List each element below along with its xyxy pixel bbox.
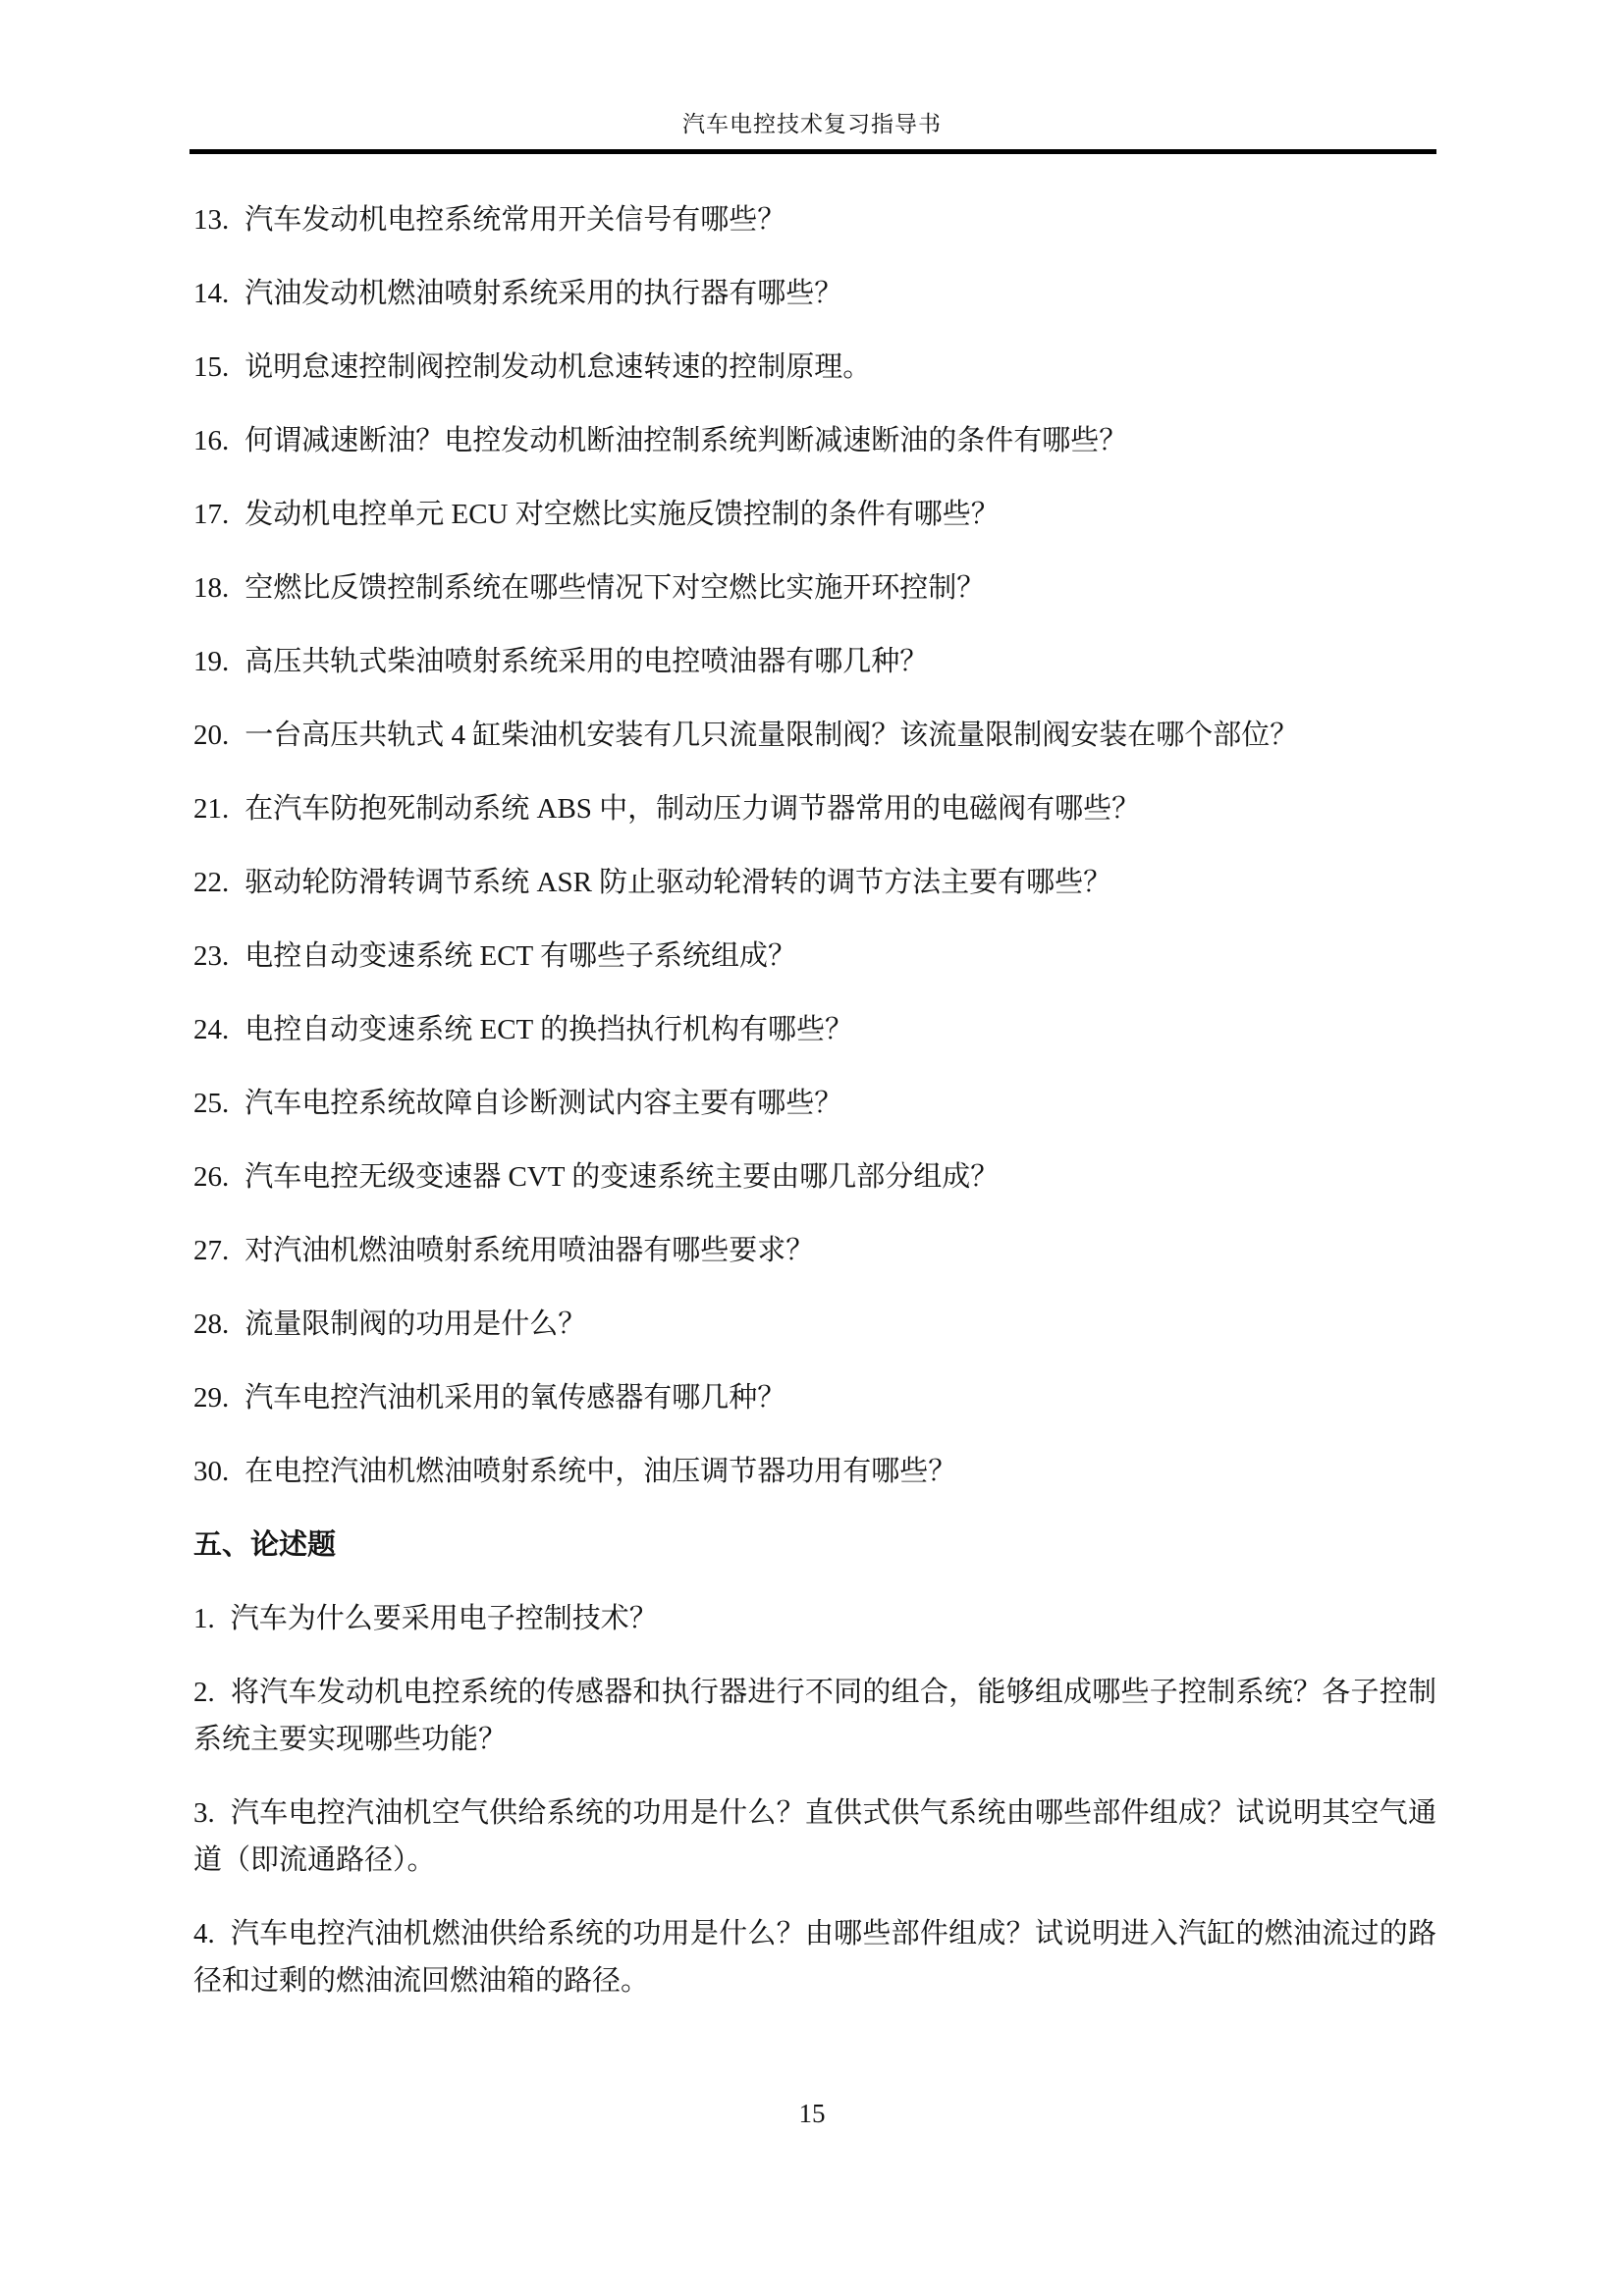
question-number: 2.: [193, 1677, 215, 1708]
question-text: 汽车为什么要采用电子控制技术？: [230, 1603, 658, 1634]
running-header-title: 汽车电控技术复习指导书: [682, 112, 942, 136]
question-item: [193, 1301, 1436, 1348]
question-number: 27.: [193, 1235, 230, 1266]
question-text: 汽车电控汽油机空气供给系统的功用是什么？直供式供气系统由哪些部件组成？试说明其空气通道（即流通路径）。: [193, 1797, 1436, 1876]
question-number: 16.: [193, 425, 230, 456]
question-item: [193, 417, 1436, 464]
question-number: 3.: [193, 1797, 215, 1829]
short-answer-questions-list: [193, 196, 1436, 1495]
question-text: 高压共轨式柴油喷射系统采用的电控喷油器有哪几种？: [244, 646, 929, 677]
question-number: 13.: [193, 204, 230, 236]
question-text: 对汽油机燃油喷射系统用喷油器有哪些要求？: [244, 1235, 815, 1266]
question-number: 23.: [193, 940, 230, 972]
question-number: 15.: [193, 351, 230, 383]
question-text: 驱动轮防滑转调节系统 ASR 防止驱动轮滑转的调节方法主要有哪些？: [244, 867, 1112, 898]
question-text: 流量限制阀的功用是什么？: [244, 1308, 587, 1340]
question-number: 25.: [193, 1088, 230, 1119]
question-number: 20.: [193, 720, 230, 751]
question-item: [193, 564, 1436, 612]
question-item: [193, 1448, 1436, 1495]
question-item: [193, 270, 1436, 317]
question-item: [193, 1669, 1436, 1763]
page-number: 15: [798, 2099, 826, 2128]
question-number: 17.: [193, 499, 230, 530]
question-item: [193, 1374, 1436, 1421]
question-item: [193, 1595, 1436, 1642]
question-item: [193, 1006, 1436, 1053]
question-item: [193, 638, 1436, 685]
question-number: 4.: [193, 1918, 215, 1949]
question-item: [193, 933, 1436, 980]
question-number: 28.: [193, 1308, 230, 1340]
question-text: 说明怠速控制阀控制发动机怠速转速的控制原理。: [244, 351, 872, 383]
question-item: [193, 491, 1436, 538]
question-item: [193, 859, 1436, 906]
question-text: 汽车电控系统故障自诊断测试内容主要有哪些？: [244, 1088, 843, 1119]
question-item: [193, 1153, 1436, 1201]
question-item: [193, 344, 1436, 391]
question-item: [193, 196, 1436, 243]
question-number: 1.: [193, 1603, 215, 1634]
question-number: 24.: [193, 1014, 230, 1045]
question-item: [193, 785, 1436, 832]
question-number: 19.: [193, 646, 230, 677]
question-number: 21.: [193, 793, 230, 825]
question-text: 汽车电控汽油机燃油供给系统的功用是什么？由哪些部件组成？试说明进入汽缸的燃油流过的路径和过剩的燃油流回燃油箱的路径。: [193, 1918, 1436, 1997]
question-item: [193, 1910, 1436, 2004]
question-text: 一台高压共轨式 4 缸柴油机安装有几只流量限制阀？该流量限制阀安装在哪个部位？: [244, 720, 1299, 751]
header-rule: [189, 149, 1436, 154]
question-number: 30.: [193, 1456, 230, 1487]
question-item: [193, 1227, 1436, 1274]
question-item: [193, 712, 1436, 759]
question-text: 汽车电控无级变速器 CVT 的变速系统主要由哪几部分组成？: [244, 1161, 1000, 1193]
question-item: [193, 1789, 1436, 1884]
question-number: 14.: [193, 278, 230, 309]
essay-questions-list: [193, 1595, 1436, 2004]
question-number: 26.: [193, 1161, 230, 1193]
question-number: 29.: [193, 1382, 230, 1414]
question-item: [193, 1080, 1436, 1127]
question-text: 何谓减速断油？电控发动机断油控制系统判断减速断油的条件有哪些？: [244, 425, 1128, 456]
question-number: 18.: [193, 572, 230, 604]
question-text: 将汽车发动机电控系统的传感器和执行器进行不同的组合，能够组成哪些子控制系统？各子控制系统主要实现哪些功能？: [193, 1677, 1436, 1755]
question-text: 汽车电控汽油机采用的氧传感器有哪几种？: [244, 1382, 786, 1414]
question-text: 发动机电控单元 ECU 对空燃比实施反馈控制的条件有哪些？: [244, 499, 1000, 530]
question-text: 电控自动变速系统 ECT 有哪些子系统组成？: [244, 940, 796, 972]
question-text: 汽车发动机电控系统常用开关信号有哪些？: [244, 204, 786, 236]
question-text: 电控自动变速系统 ECT 的换挡执行机构有哪些？: [244, 1014, 853, 1045]
essay-section-heading: 五、论述题: [193, 1529, 337, 1561]
question-number: 22.: [193, 867, 230, 898]
question-text: 空燃比反馈控制系统在哪些情况下对空燃比实施开环控制？: [244, 572, 986, 604]
question-text: 在电控汽油机燃油喷射系统中，油压调节器功用有哪些？: [244, 1456, 957, 1487]
question-text: 汽油发动机燃油喷射系统采用的执行器有哪些？: [244, 278, 843, 309]
question-text: 在汽车防抱死制动系统 ABS 中，制动压力调节器常用的电磁阀有哪些？: [244, 793, 1141, 825]
page-body: [193, 196, 1436, 2031]
